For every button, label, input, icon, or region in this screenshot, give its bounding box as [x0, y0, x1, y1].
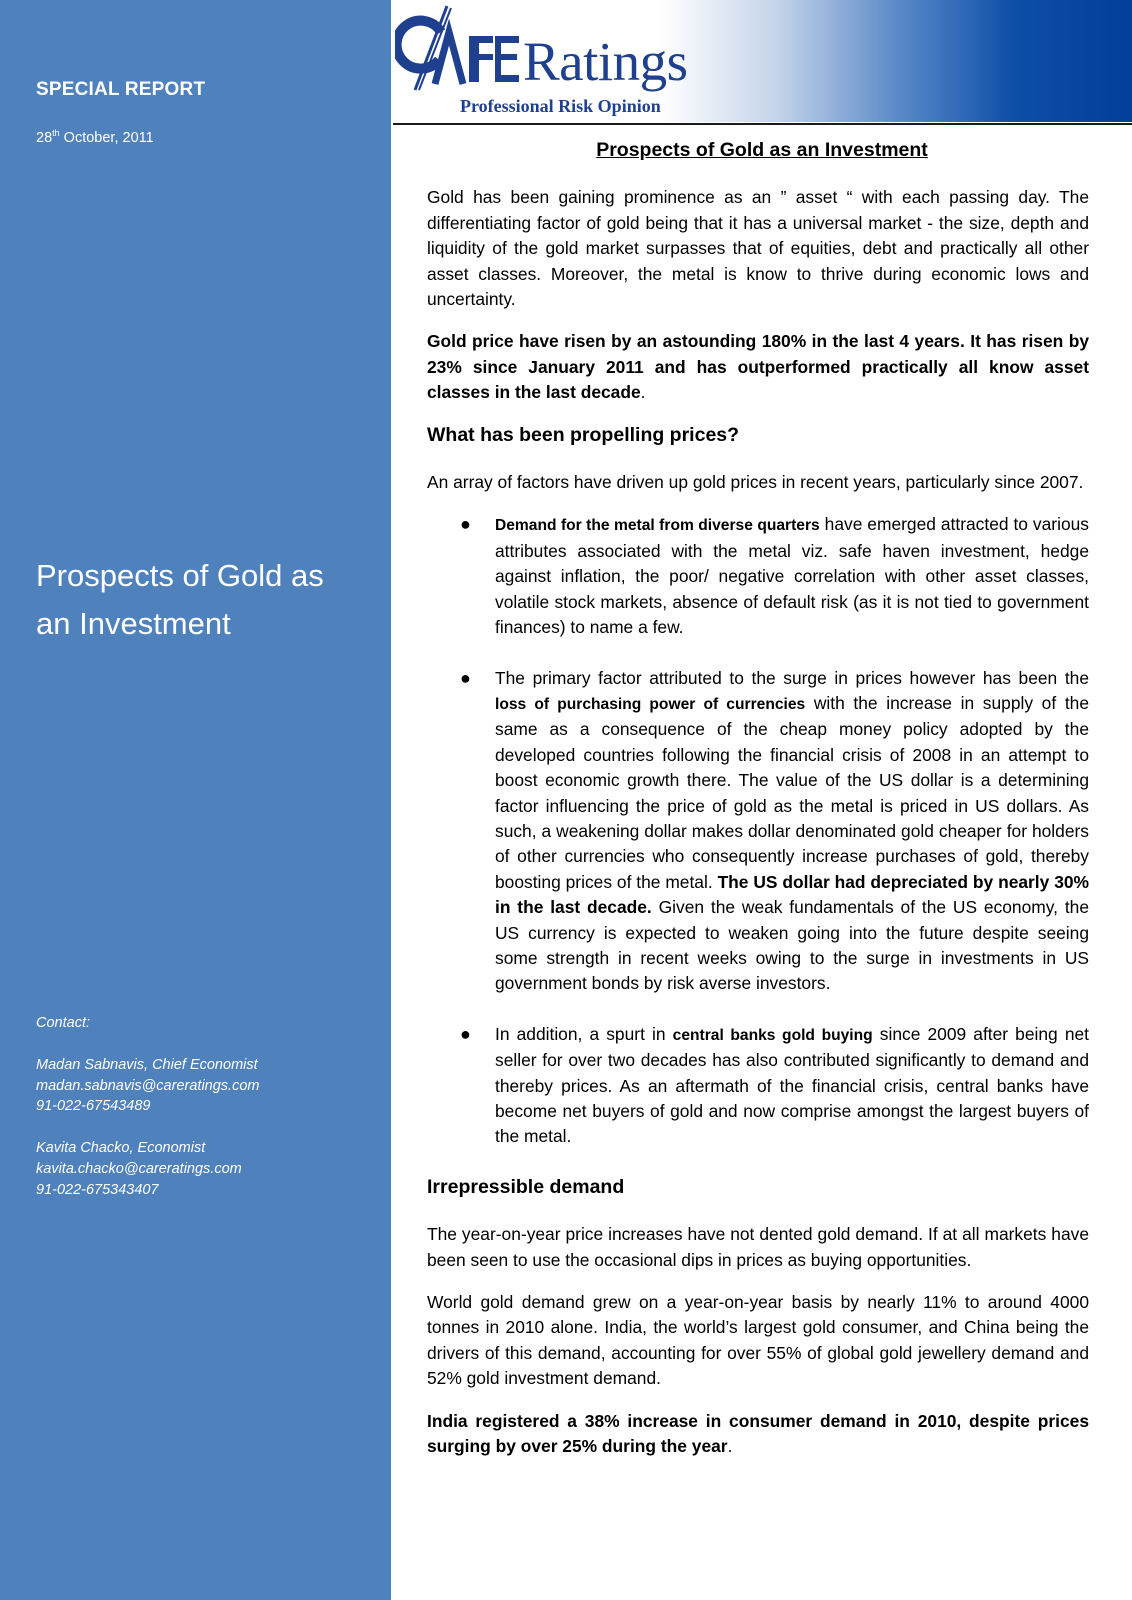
list-item: ● In addition, a spurt in central banks gold buying since 2009 after being net seller for over two decades has also contributed significantly to demand and thereby prices. As an aftermath of the financial crisis, central banks have become net buyers of gold and now comprise amongst the largest buyers of the metal. — [460, 1023, 1089, 1147]
bullet-bold: Demand for the metal from diverse quarters — [495, 517, 820, 535]
bullet-bold: loss of purchasing power of currencies — [495, 695, 806, 713]
bullet-text: The primary factor attributed to the surge in prices however has been the — [495, 667, 1089, 688]
bullet-bold: central banks gold buying — [672, 1026, 873, 1044]
care-logo-mark-icon — [395, 2, 525, 94]
logo-mark-text: CARE — [395, 2, 398, 3]
date-day: 28 — [36, 129, 53, 146]
report-type: SPECIAL REPORT — [36, 79, 206, 100]
logo-tagline: Professional Risk Opinion — [460, 96, 661, 116]
report-date — [36, 128, 154, 146]
contact-block — [36, 1013, 259, 1201]
sidebar-title: Prospects of Gold as an Investment — [36, 558, 324, 641]
bullet-bold: The US dollar had depreciated by nearly 30% in the last decade. — [495, 871, 1089, 918]
document-title: Prospects of Gold as an Investment — [596, 139, 928, 161]
contact-email: madan.sabnavis@careratings.com — [36, 1077, 260, 1094]
highlight-text: Gold price have risen by an astounding 180% in the last 4 years. It has risen by 23% since January 2011 and has outperformed practically all know asset classes in the last decade — [427, 331, 1089, 403]
paragraph: An array of factors have driven up gold prices in recent years, particularly since 2007. — [427, 472, 1084, 493]
contact-phone: 91-022-675343407 — [36, 1181, 159, 1198]
section-heading: What has been propelling prices? — [427, 423, 740, 446]
bullet-text: have emerged attracted to various attributes associated with the metal viz. safe haven investment, hedge against inflation, the poor/ negative correlation with other asset classes, volatile stock markets, absence of default risk (as it is not tied to government finances) to name a few. — [495, 514, 1089, 638]
date-suffix: th — [52, 128, 60, 138]
bullet-text: In addition, a spurt in — [495, 1023, 673, 1044]
highlight-end: . — [640, 382, 646, 403]
contact-email: kavita.chacko@careratings.com — [36, 1160, 242, 1177]
section-heading: Irrepressible demand — [427, 1175, 625, 1198]
paragraph: World gold demand grew on a year-on-year basis by nearly 11% to around 4000 tonnes in 2010 alone. India, the world’s largest gold consumer, and China being the drivers of this demand, accounting for over 55% of global gold jewellery demand and 52% gold investment demand. — [427, 1292, 1089, 1389]
contact-phone: 91-022-67543489 — [36, 1098, 151, 1115]
list-item: ● Demand for the metal from diverse quarters have emerged attracted to various attributes associated with the metal viz. safe haven investment, hedge against inflation, the poor/ negative correlation with other asset classes, volatile stock markets, absence of default risk (as it is not tied to government finances) to name a few. — [460, 514, 1089, 638]
list-item: ● The primary factor attributed to the surge in prices however has been the loss of purchasing power of currencies with the increase in supply of the same as a consequence of the cheap money policy adopted by the developed countries following the financial crisis of 2008 in an attempt to boost economic growth there. The value of the US dollar is a determining factor influencing the price of gold as the metal is priced in US dollars. As such, a weakening dollar makes dollar denominated gold cheaper for holders of other currencies who consequently increase purchases of gold, thereby boosting prices of the metal. The US dollar had depreciated by nearly 30% in the last decade. Given the weak fundamentals of the US economy, the US currency is expected to weaken going into the future despite seeing some strength in recent weeks owing to the surge in investments in US government bonds by risk averse investors. — [460, 667, 1090, 994]
date-rest: October, 2011 — [59, 129, 154, 146]
highlight-text: India registered a 38% increase in consumer demand in 2010, despite prices surging by over 25% during the year — [427, 1410, 1089, 1457]
intro-paragraph: Gold has been gaining prominence as an ” asset “ with each passing day. The differentiating factor of gold being that it has a universal market - the size, depth and liquidity of the gold market surpasses that of equities, debt and practically all other asset classes. Moreover, the metal is know to thrive during economic lows and uncertainty. — [427, 187, 1089, 310]
highlight-paragraph — [427, 329, 1089, 405]
sidebar — [0, 0, 391, 1600]
bullet-text: Given the weak fundamentals of the US economy, the US currency is expected to weaken going into the future despite seeing some strength in recent weeks owing to the surge in investments in US government bonds by risk averse investors. — [495, 897, 1089, 994]
care-ratings-logo — [395, 0, 715, 122]
paragraph: The year-on-year price increases have not dented gold demand. If at all markets have been seen to use the occasional dips in prices as buying opportunities. — [427, 1224, 1089, 1270]
highlight-paragraph — [427, 1409, 1089, 1460]
header-rule — [393, 123, 1132, 125]
contact-name: Madan Sabnavis, Chief Economist — [36, 1056, 258, 1073]
highlight-end: . — [727, 1436, 733, 1457]
logo-name: Ratings — [523, 31, 688, 92]
bullet-text: with the increase in supply of the same as a consequence of the cheap money policy adopted by the developed countries following the financial crisis of 2008 in an attempt to boost economic growth there. The value of the US dollar is a determining factor influencing the price of gold as the metal is priced in US dollars. As such, a weakening dollar makes dollar denominated gold cheaper for holders of other currencies who consequently increase purchases of gold, thereby boosting prices of the metal. — [495, 692, 1090, 892]
factor-list — [427, 512, 1089, 1149]
contact-name: Kavita Chacko, Economist — [36, 1140, 206, 1157]
bullet-text: since 2009 after being net seller for over two decades has also contributed significantly to demand and thereby prices. As an aftermath of the financial crisis, central banks have become net buyers of gold and now comprise amongst the largest buyers of the metal. — [495, 1023, 1089, 1147]
main-content — [427, 138, 1089, 1476]
contact-label: Contact: — [36, 1015, 90, 1031]
